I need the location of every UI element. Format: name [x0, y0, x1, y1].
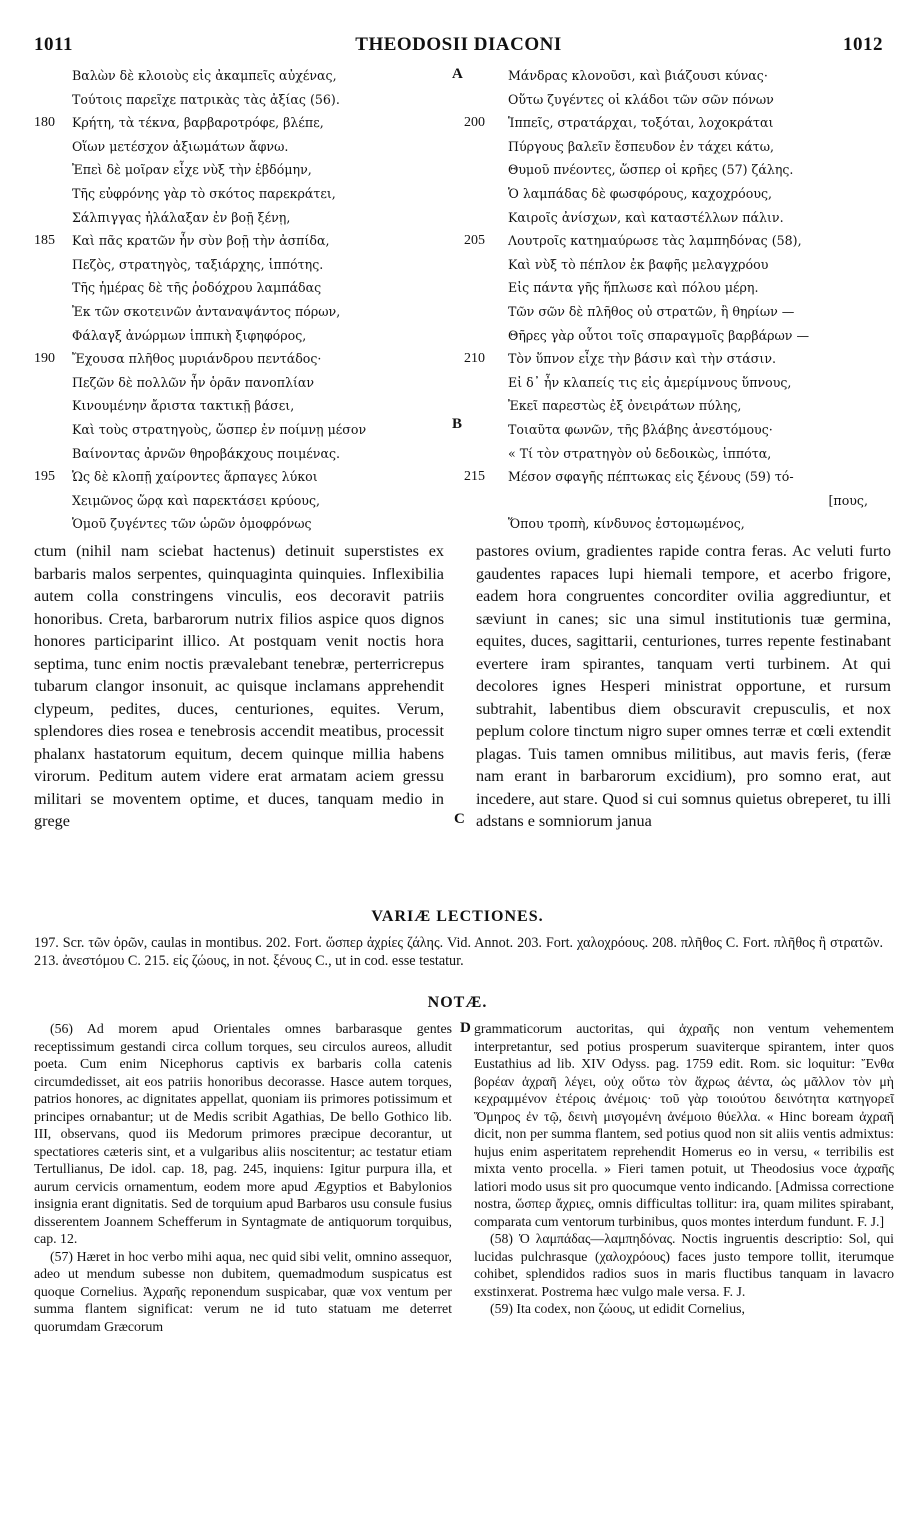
- note-58: (58) Ὁ λαμπάδας—λαμπηδόνας. Noctis ingruentis descriptio: Sol, qui lucidas pulchrasque (χαλοχρόους) faces justo tempore tollit, iterumque cohibet, splendidos radios suos in maris fluctibus tanquam in lavacro exstinxerat. Postrema hæc vulgo male versa. F. J.: [474, 1231, 894, 1299]
- verse-text: « Τί τὸν στρατηγὸν οὐ δεδοικὼς, ἱππότα,: [508, 445, 772, 461]
- notes-block: [34, 1020, 894, 1520]
- verse-number: 190: [34, 351, 55, 367]
- verse-line: [464, 158, 904, 182]
- verse-text: Ἱππεῖς, στρατάρχαι, τοξόται, λοχοκράται: [508, 115, 774, 131]
- note-56: (56) Ad morem apud Orientales omnes barbarasque gentes receptissimum gestandi circa collum torques, seu circulos aureos, alludit poeta. Cum enim Nicephorus captivis ex barbaris colla catenis circumdedisset, ait eos patriis honoribus decorasse. Hasce autem torques, patrios honores, ac dignitates appellat, quoniam iis primores potissimum et principes ornabantur; ut de Medis scribit Agathias, De bello Gothico lib. III, observans, quod iis Medorum primores præcipue decorantur, ut spectatiores cæteris sint, et a vulgaribus aliis noscitentur; ac testatur etiam Tertullianus, De idol. cap. 18, pag. 245, inquiens: Igitur purpura illa, et aurum cervicis ornamentum, eodem more apud Ægyptios et Babylonios insignia erant dignitatis. Sed de torquium apud Barbaros usu consule fusius disserentem Joannem Schefferum in Syntagmate de antiquorum torquibus, cap. 12.: [34, 1021, 452, 1246]
- verse-text: Εἰς πάντα γῆς ἥπλωσε καὶ πόλου μέρη.: [508, 280, 759, 296]
- verse-line: [34, 347, 464, 371]
- verse-line: [464, 229, 904, 253]
- verse-line: [464, 206, 904, 230]
- notae-heading: NOTÆ.: [427, 994, 488, 1011]
- page-number-left: 1011: [34, 34, 73, 55]
- verse-text: Καὶ τοὺς στρατηγοὺς, ὥσπερ ἐν ποίμνῃ μέσον: [72, 421, 367, 437]
- verse-number: 180: [34, 115, 55, 131]
- verse-text: Χειμῶνος ὥρᾳ καὶ παρεκτάσει κρύους,: [72, 492, 321, 508]
- greek-verse-block: [34, 64, 883, 538]
- verse-line: [464, 64, 904, 88]
- verse-number: 215: [464, 469, 485, 485]
- verse-text: Πύργους βαλεῖν ἔσπευδον ἐν τάχει κάτω,: [508, 138, 774, 154]
- verse-text: Ἐκ τῶν σκοτεινῶν ἀνταναψάντος πόρων,: [72, 303, 341, 319]
- verse-text: Βαλὼν δὲ κλοιοὺς εἰς ἀκαμπεῖς αὐχένας,: [72, 68, 337, 83]
- verse-line: [34, 394, 464, 418]
- verse-line: [34, 512, 464, 536]
- verse-line: [34, 158, 464, 182]
- verse-line: [34, 229, 464, 253]
- verse-line: [464, 276, 904, 300]
- verse-number: 200: [464, 115, 485, 131]
- verse-line: [464, 88, 904, 112]
- verse-text: Θῆρες γὰρ οὗτοι τοῖς σπαραγμοῖς βαρβάρων —: [508, 327, 810, 343]
- verse-line: [464, 324, 904, 348]
- verse-line: [464, 371, 904, 395]
- verse-line: [34, 253, 464, 277]
- verse-number: 205: [464, 233, 485, 249]
- verse-line: [464, 442, 904, 466]
- verse-line: [34, 489, 464, 513]
- verse-line: [34, 206, 464, 230]
- page-header: [34, 34, 883, 58]
- verse-text: Κρήτη, τὰ τέκνα, βαρβαροτρόφε, βλέπε,: [72, 115, 324, 131]
- variae-lectiones-heading: VARIÆ LECTIONES.: [371, 908, 544, 925]
- verse-text: Ὁ λαμπάδας δὲ φωσφόρους, καχοχρόους,: [508, 185, 773, 201]
- verse-line: [34, 276, 464, 300]
- verse-text: Βαίνοντας ἀρνῶν θηροβάκχους ποιμένας.: [72, 445, 341, 461]
- verse-line: [34, 418, 464, 442]
- verse-line: [34, 64, 464, 88]
- verse-text: Τῶν σῶν δὲ πλῆθος οὐ στρατῶν, ἢ θηρίων —: [508, 303, 795, 319]
- verse-text: Εἰ δ᾽ ἦν κλαπείς τις εἰς ἀμερίμνους ὕπνους,: [508, 374, 792, 390]
- verse-text: Μέσον σφαγῆς πέπτωκας εἰς ξένους (59) τό-: [508, 469, 794, 485]
- verse-text: Οἵων μετέσχον ἀξιωμάτων ἄφνω.: [72, 138, 289, 154]
- column-marker-b: B: [452, 416, 463, 432]
- note-59: (59) Ita codex, non ζώους, ut edidit Cornelius,: [490, 1301, 745, 1316]
- verse-line: [464, 300, 904, 324]
- verse-text: Ὡς δὲ κλοπῇ χαίροντες ἅρπαγες λύκοι: [72, 469, 318, 485]
- verse-text: Μάνδρας κλονοῦσι, καὶ βιάζουσι κύνας·: [508, 68, 768, 83]
- column-marker-d: D: [460, 1020, 471, 1036]
- verse-text: Πεζὸς, στρατηγὸς, ταξιάρχης, ἱππότης.: [72, 256, 324, 272]
- verse-line: [464, 512, 904, 536]
- verse-text: Τῆς ἡμέρας δὲ τῆς ῥοδόχρου λαμπάδας: [72, 280, 322, 296]
- latin-column-left: ctum (nihil nam sciebat hactenus) detinuit superstistes ex barbaris malos serpentes, quinquaginta quinquies. Inflexibilia autem colla constringens vinculis, eos decoravit patriis honoribus. Creta, barbarorum nutrix filios aspice quos dignos honores participarint illico. At postquam venit noctis hora septima, tunc enim noctis prævalebant tenebræ, perterricrepus tubarum clangor insonuit, ac quisque inclamans apprehendit clypeum, pedites, duces, centuriones, equites. Verum, splendores dies rosea e tenebrosis accendit meatibus, processit phalanx hastatorum equitum, decem quinque millia habens virorum. Peditum autem videre erat armatam aciem gressu militari se moventem optime, et duces, tanquam medio in grege: [34, 542, 444, 830]
- verse-text: Πεζῶν δὲ πολλῶν ἦν ὁρᾶν πανοπλίαν: [72, 374, 315, 390]
- verse-line: [464, 253, 904, 277]
- latin-column-right: pastores ovium, gradientes rapide contra feras. Ac veluti furto gaudentes rapaces lupi hiemali tempore, et acerbo frigore, eadem hora congruentes concorditer ovilia aggrediuntur, et sæviunt in canes; sic una simul institutionis tuæ germina, equites, duces, sagittarii, centuriones, turres repente festinabant evertere iram spirantes, tanquam verti turbinem. At qui decolores ignes Hesperi ministrat opportune, et rursum subtrahit, labentibus diem obscuravit crepusculis, et nox peplum colore tinctum nigro super omnes terræ et cœli extendit plagas. Tuis tamen omnibus militibus, aut mavis feris, (feræ nam erant in barbarorum excidium), pro somno erat, aut incedere, aut stare. Quod si cui somnus quietus obreperet, tu illi adstans e somniorum janua: [476, 542, 891, 830]
- verse-line: [464, 418, 904, 442]
- note-57: (57) Hæret in hoc verbo mihi aqua, nec quid sibi velit, omnino assequor, adeo ut mendum subesse non dubitem, quemadmodum suspicatus est quoque Cornelius. Ἀχραῆς reponendum suspicabar, quæ vox ventum per summa flantem significat: verum ne id tuto statuam me deterret quorumdam Græcorum: [34, 1248, 452, 1334]
- verse-line: [34, 182, 464, 206]
- column-marker-a: A: [452, 66, 463, 82]
- verse-text: Θυμοῦ πνέοντες, ὥσπερ οἱ κρῆες (57) ζάλης.: [508, 162, 794, 178]
- verse-text: Καιροῖς ἀνίσχων, καὶ καταστέλλων πάλιν.: [508, 209, 784, 225]
- verse-number: 185: [34, 233, 55, 249]
- verse-text: Λουτροῖς κατημαύρωσε τὰς λαμπηδόνας (58),: [508, 233, 802, 249]
- verse-text: Ὁμοῦ ζυγέντες τῶν ὡρῶν ὁμοφρόνως: [72, 516, 312, 532]
- verse-text: Κινουμένην ἄριστα τακτικῇ βάσει,: [72, 398, 295, 414]
- verse-text: Τούτοις παρεῖχε πατρικὰς τὰς ἀξίας (56).: [72, 91, 340, 107]
- greek-column-left: [34, 64, 464, 536]
- verse-text: Τῆς εὐφρόνης γὰρ τὸ σκότος παρεκράτει,: [72, 185, 336, 201]
- running-title: THEODOSII DIACONI: [355, 34, 562, 55]
- verse-text: Ἐπεὶ δὲ μοῖραν εἶχε νὺξ τὴν ἑβδόμην,: [72, 162, 312, 178]
- verse-text: Ἔχουσα πλῆθος μυριάνδρου πεντάδος·: [72, 351, 322, 367]
- verse-line: [34, 324, 464, 348]
- verse-text: Σάλπιγγας ἠλάλαξαν ἐν βοῇ ξένῃ,: [72, 209, 291, 225]
- verse-line: [464, 182, 904, 206]
- verse-line: [34, 88, 464, 112]
- note-57-continued: grammaticorum auctoritas, qui ἀχραῆς non ventum vehementem interpretantur, sed potius prosperum suaviterque spirantem, inter quos Eustathius ad lib. XIV Odyss. pag. 1759 edit. Rom. sic loquitur: Ἔνθα βορέαν ἀχραῆ λέγει, οὐχ οὕτω τὸν ἄχρως ἀέντα, ὡς μᾶλλον τὸν μὴ κεχραμμένον ἑτέροις ἀνέμοις· τοῦ γὰρ τοιούτου δεινότητα κατηγορεῖ Ὅμηρος ἐν τῷ, δεινὴ μισγομένη ἀνέμοιο θύελλα. « Hinc boream ἀχραῆ dicit, non per summa flantem, sed potius quod non sit aliis ventis admixtus: hujus enim asperitatem reprehendit Homerus eo in versu, « terribilis est mixta vento procella. » Fieri tamen potuit, ut Theodosius voce ἀχραῆς latiori modo usus sit pro quocumque vento indicando. [Admissa correctione nostra, ὥσπερ ἄχριες, omnis difficultas tollitur: ira, quam milites spirabant, comparata cum ventorum turbinibus, quos montes interdum fundunt. F. J.]: [474, 1021, 894, 1229]
- verse-line: [464, 347, 904, 371]
- notes-column-left: [34, 1020, 452, 1335]
- variae-lectiones-text: 197. Scr. τῶν ὀρῶν, caulas in montibus. 202. Fort. ὥσπερ ἀχρίες ζάλης. Vid. Annot. 203. Fort. χαλοχρόους. 208. πλῆθος C. Fort. πλῆθος ἢ στρατῶν. 213. ἀνεστόμου C. 215. εἰς ζώους, in not. ξένους C., ut in cod. esse testatur.: [34, 935, 883, 969]
- verse-text: Τοιαῦτα φωνῶν, τῆς βλάβης ἀνεστόμους·: [508, 421, 773, 437]
- latin-translation: [34, 540, 891, 900]
- verse-text: [πους,: [828, 492, 868, 508]
- verse-text: Καὶ νὺξ τὸ πέπλον ἐκ βαφῆς μελαγχρόου: [508, 256, 769, 272]
- verse-line: [34, 465, 464, 489]
- verse-text: Καὶ πᾶς κρατῶν ἦν σὺν βοῇ τὴν ἀσπίδα,: [72, 233, 330, 249]
- greek-column-right: [464, 64, 904, 536]
- verse-line: [464, 111, 904, 135]
- notes-column-right: [474, 1020, 894, 1318]
- verse-line: [34, 300, 464, 324]
- verse-line: [464, 394, 904, 418]
- verse-line: [34, 442, 464, 466]
- verse-text: Φάλαγξ ἀνώρμων ἱππικὴ ξιφηφόρος,: [72, 327, 307, 343]
- verse-text: Τὸν ὕπνον εἶχε τὴν βάσιν καὶ τὴν στάσιν.: [508, 351, 776, 367]
- verse-line: [464, 489, 904, 513]
- verse-text: Ὅπου τροπὴ, κίνδυνος ἐστομωμένος,: [508, 516, 745, 532]
- verse-line: [34, 111, 464, 135]
- verse-line: [34, 135, 464, 159]
- verse-line: [464, 465, 904, 489]
- verse-line: [34, 371, 464, 395]
- verse-text: Οὕτω ζυγέντες οἱ κλάδοι τῶν σῶν πόνων: [508, 91, 774, 107]
- page-number-right: 1012: [843, 34, 883, 55]
- verse-line: [464, 135, 904, 159]
- verse-number: 195: [34, 469, 55, 485]
- column-marker-c: C: [454, 811, 465, 827]
- verse-text: Ἐκεῖ παρεστὼς ἐξ ὀνειράτων πύλης,: [508, 398, 742, 414]
- verse-number: 210: [464, 351, 485, 367]
